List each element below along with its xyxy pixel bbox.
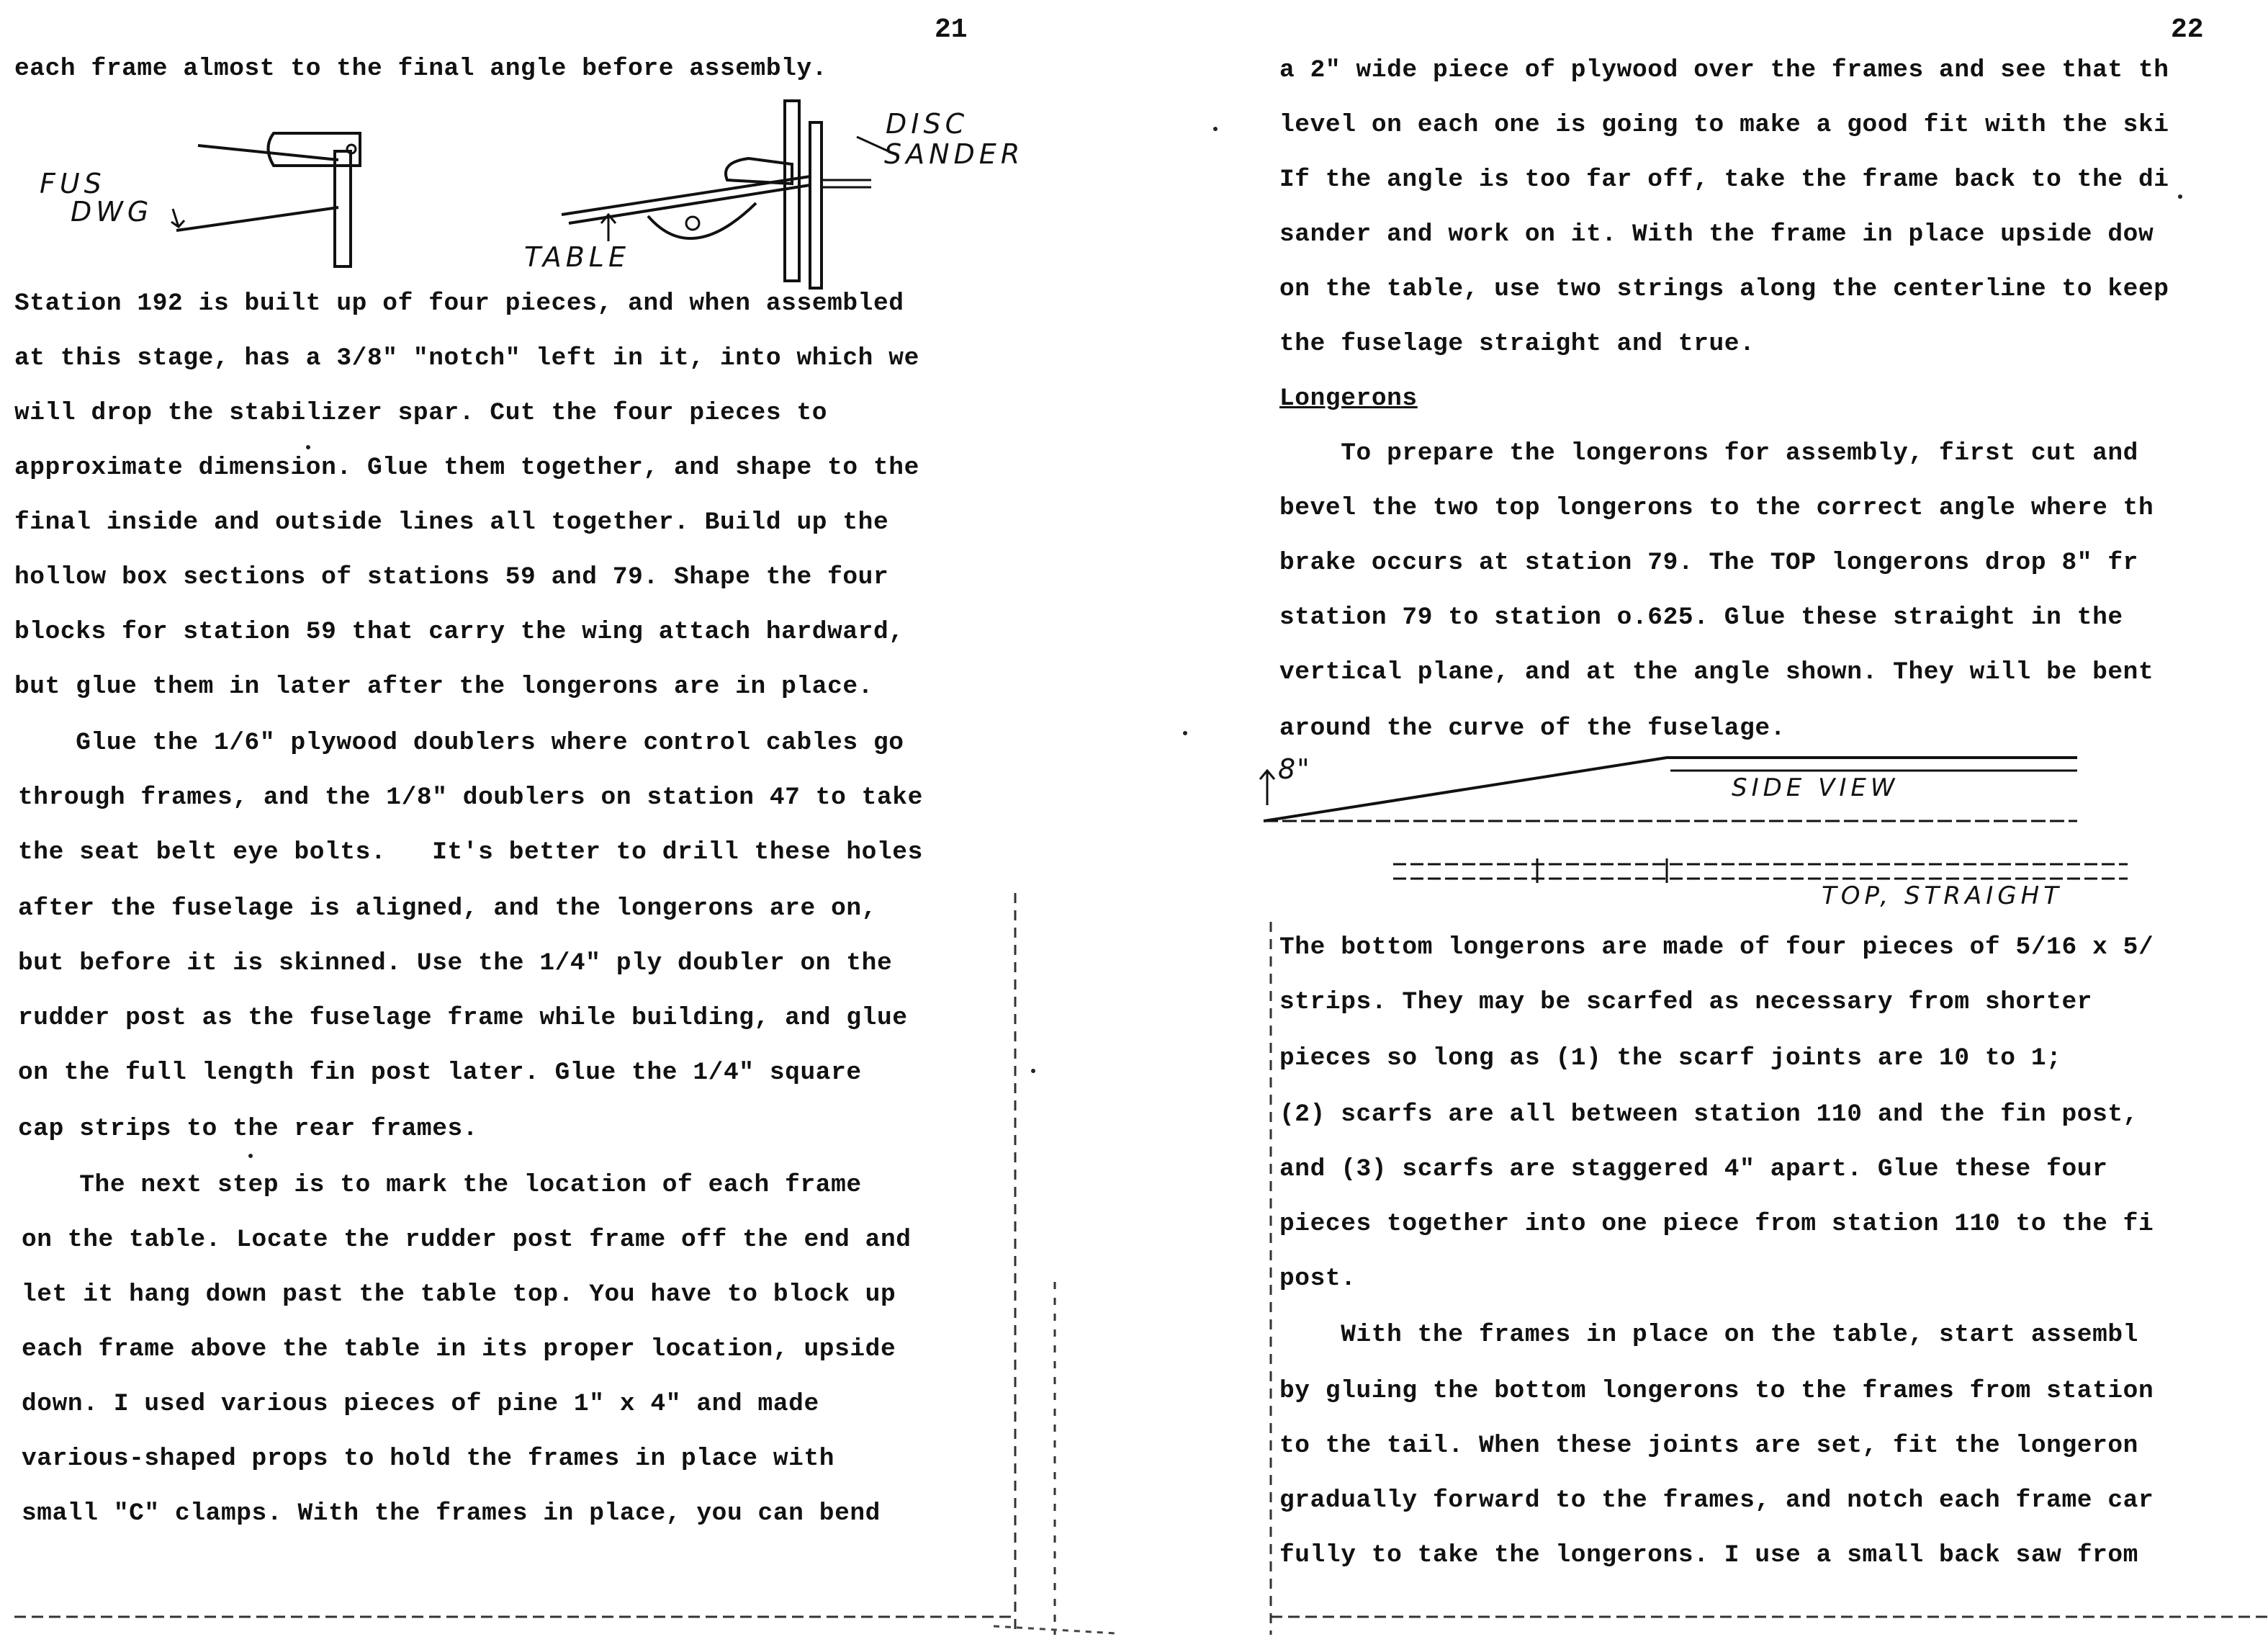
text-line: by gluing the bottom longerons to the frames from station [1279, 1377, 2154, 1405]
text-line: to the tail. When these joints are set, fit the longeron [1279, 1432, 2138, 1460]
text-line: on the table, use two strings along the centerline to keep [1279, 275, 2169, 303]
sketch-label-side-view: SIDE VIEW [1732, 773, 1899, 802]
text-line: With the frames in place on the table, start assembl [1279, 1321, 2138, 1349]
text-line: Glue the 1/6" plywood doublers where control cables go [14, 729, 904, 757]
text-line: will drop the stabilizer spar. Cut the four pieces to [14, 399, 828, 427]
text-line: pieces so long as (1) the scarf joints are 10 to 1; [1279, 1044, 2062, 1072]
text-line: The bottom longerons are made of four pieces of 5/16 x 5/ [1279, 933, 2154, 961]
text-line: station 79 to station o.625. Glue these straight in the [1279, 604, 2123, 632]
text-line: rudder post as the fuselage frame while building, and glue [18, 1004, 908, 1032]
text-line: gradually forward to the frames, and notch each frame car [1279, 1486, 2154, 1515]
text-line: the fuselage straight and true. [1279, 330, 1755, 358]
text-line: level on each one is going to make a good fit with the ski [1279, 111, 2169, 139]
text-line: If the angle is too far off, take the frame back to the di [1279, 166, 2169, 194]
text-line: each frame almost to the final angle before assembly. [14, 55, 828, 83]
text-line: but before it is skinned. Use the 1/4" ply doubler on the [18, 949, 893, 977]
text-line: on the table. Locate the rudder post frame off the end and [22, 1226, 912, 1254]
text-line: To prepare the longerons for assembly, first cut and [1279, 439, 2138, 467]
text-line: at this stage, has a 3/8" "notch" left in it, into which we [14, 344, 919, 372]
text-line: around the curve of the fuselage. [1279, 714, 1786, 743]
sketch-label-disc: DISC [886, 108, 969, 140]
text-line: and (3) scarfs are staggered 4" apart. Glue these four [1279, 1155, 2108, 1183]
sketch-label-eight-inch: 8" [1278, 753, 1311, 785]
page-border-right [1134, 0, 2268, 1642]
sketch-label-table: TABLE [524, 241, 630, 273]
text-line: hollow box sections of stations 59 and 79. Shape the four [14, 563, 889, 591]
text-line: Station 192 is built up of four pieces, and when assembled [14, 290, 904, 318]
sketch-label-dwg: DWG [71, 196, 153, 228]
text-line: pieces together into one piece from station 110 to the fi [1279, 1210, 2154, 1238]
text-line: small "C" clamps. With the frames in place, you can bend [22, 1499, 881, 1527]
text-line: after the fuselage is aligned, and the longerons are on, [18, 894, 877, 923]
text-line: through frames, and the 1/8" doublers on station 47 to take [18, 784, 923, 812]
text-line: bevel the two top longerons to the correct angle where th [1279, 494, 2154, 522]
text-line: down. I used various pieces of pine 1" x 4" and made [22, 1390, 819, 1418]
sketch-label-sander: SANDER [884, 138, 1025, 170]
page-number: 22 [2171, 14, 2204, 45]
text-line: various-shaped props to hold the frames in place with [22, 1445, 835, 1473]
text-line: blocks for station 59 that carry the wing attach hardward, [14, 618, 904, 646]
text-line: strips. They may be scarfed as necessary from shorter [1279, 988, 2093, 1016]
text-line: sander and work on it. With the frame in place upside dow [1279, 220, 2154, 248]
text-line: approximate dimension. Glue them together, and shape to the [14, 454, 919, 482]
text-line: each frame above the table in its proper location, upside [22, 1335, 896, 1363]
section-heading: Longerons [1279, 385, 1418, 413]
text-line: post. [1279, 1265, 1356, 1293]
text-line: but glue them in later after the longerons are in place. [14, 673, 873, 701]
text-line: brake occurs at station 79. The TOP longerons drop 8" fr [1279, 549, 2138, 577]
right-page [1134, 0, 2268, 1642]
text-line: on the full length fin post later. Glue the 1/4" square [18, 1059, 862, 1087]
text-line: (2) scarfs are all between station 110 and the fin post, [1279, 1100, 2138, 1129]
page-number: 21 [935, 14, 968, 45]
text-line: fully to take the longerons. I use a small back saw from [1279, 1541, 2138, 1569]
text-line: the seat belt eye bolts. It's better to drill these holes [18, 838, 923, 866]
text-line: cap strips to the rear frames. [18, 1115, 479, 1143]
text-line: let it hang down past the table top. You have to block up [22, 1280, 896, 1309]
sketch-label-fus: FUS [40, 168, 106, 199]
sketch-label-top-straight: TOP, STRAIGHT [1822, 881, 2063, 910]
text-line: The next step is to mark the location of each frame [18, 1171, 862, 1199]
text-line: final inside and outside lines all together. Build up the [14, 508, 889, 537]
text-line: a 2" wide piece of plywood over the frames and see that th [1279, 56, 2169, 84]
text-line: vertical plane, and at the angle shown. They will be bent [1279, 658, 2154, 686]
